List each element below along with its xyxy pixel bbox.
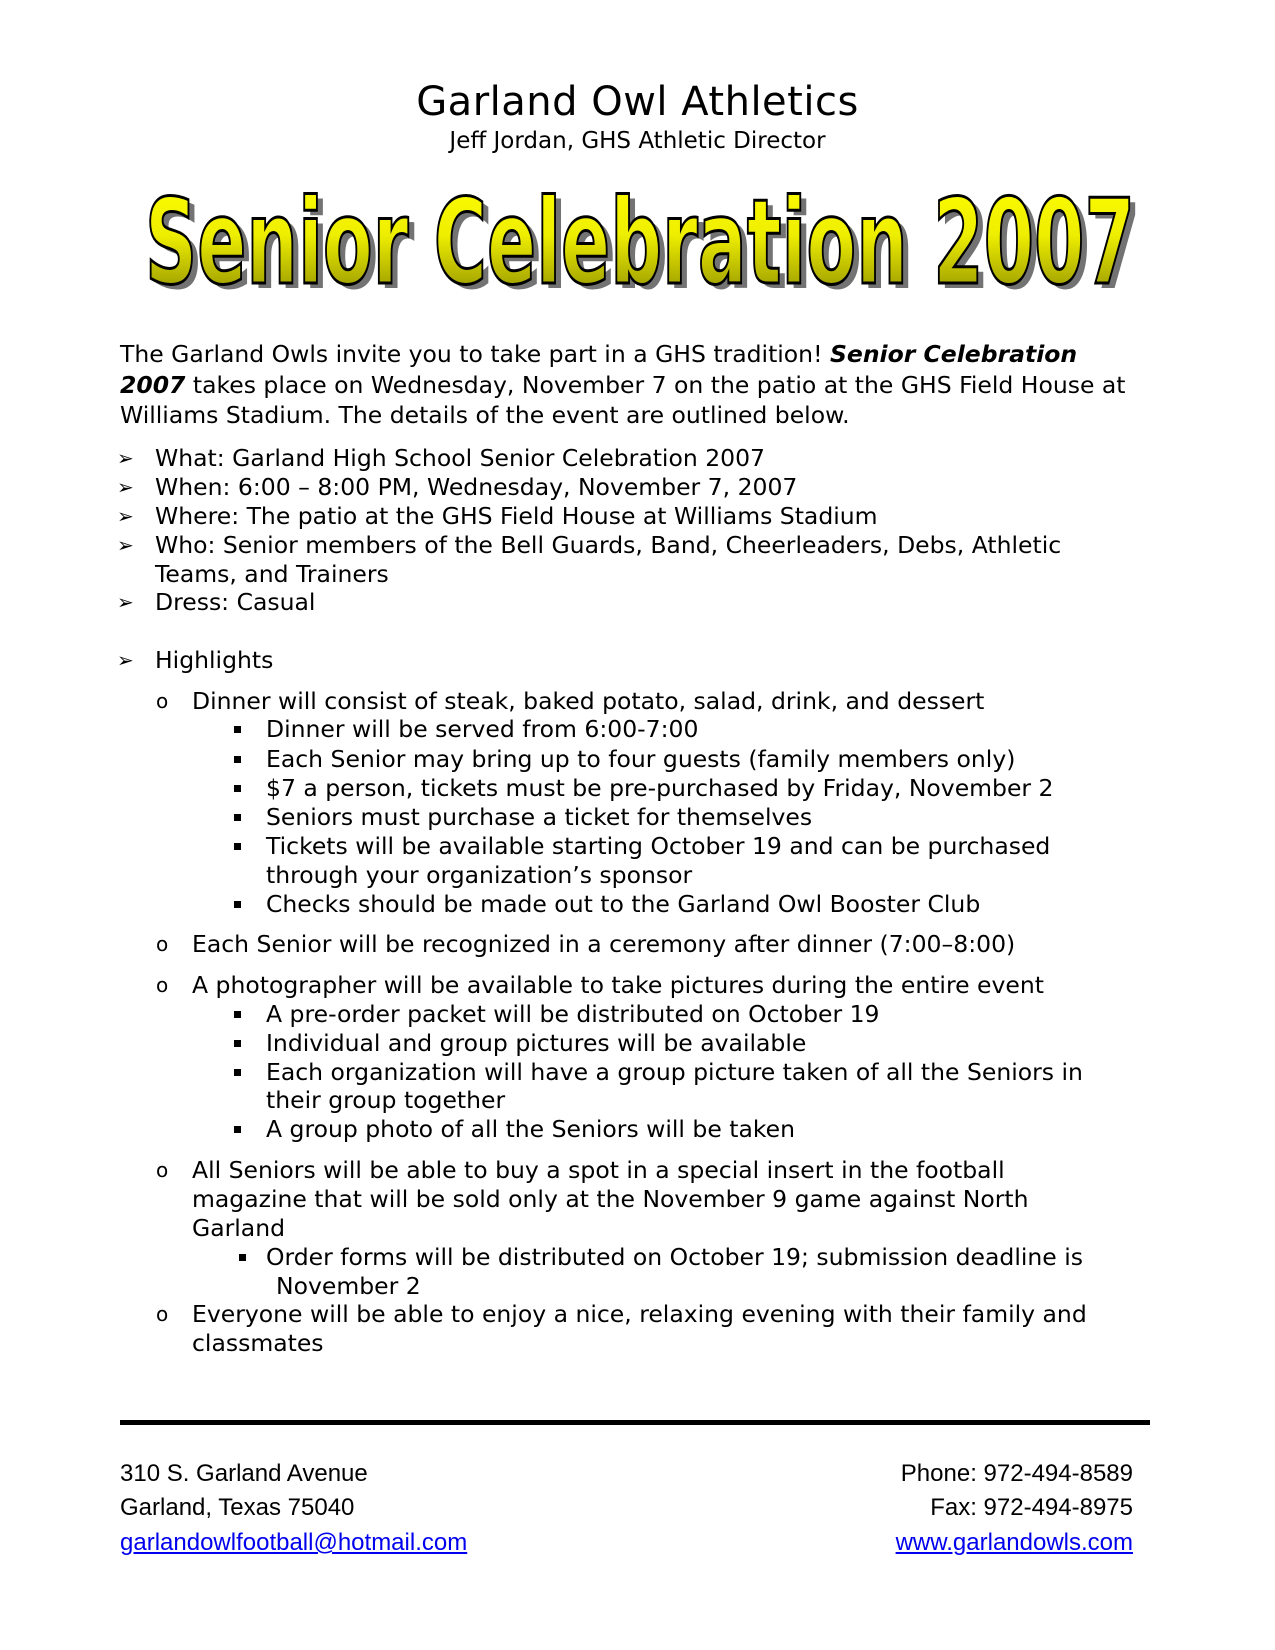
photo-item: Each organization will have a group picture taken of all the Seniors in	[266, 1058, 1083, 1086]
dinner-item: Seniors must purchase a ticket for themselves	[266, 803, 813, 831]
square-bullet-icon	[239, 1254, 246, 1261]
highlight-evening-line2: classmates	[192, 1329, 324, 1357]
intro-emphasis: Senior Celebration 2007	[120, 340, 1078, 399]
highlight-dinner: Dinner will consist of steak, baked potato, salad, drink, and dessert	[192, 687, 985, 715]
square-bullet-icon	[234, 814, 241, 821]
dinner-item: $7 a person, tickets must be pre-purchased by Friday, November 2	[266, 774, 1054, 802]
photo-item: Individual and group pictures will be available	[266, 1029, 807, 1057]
detail-where: Where: The patio at the GHS Field House at Williams Stadium	[155, 502, 878, 530]
circle-bullet-icon: o	[156, 1302, 169, 1326]
circle-bullet-icon: o	[156, 689, 169, 713]
detail-when: When: 6:00 – 8:00 PM, Wednesday, November 7, 2007	[155, 473, 798, 501]
detail-highlights: Highlights	[155, 646, 274, 674]
insert-item-line2: November 2	[276, 1272, 421, 1300]
circle-bullet-icon: o	[156, 932, 169, 956]
highlight-insert-line3: Garland	[192, 1214, 286, 1242]
photo-item: A group photo of all the Seniors will be taken	[266, 1115, 796, 1143]
detail-who-line1: Who: Senior members of the Bell Guards, Band, Cheerleaders, Debs, Athletic	[155, 531, 1062, 559]
photo-item: A pre-order packet will be distributed on October 19	[266, 1000, 880, 1028]
dinner-item-continued: through your organization’s sponsor	[266, 861, 693, 889]
detail-dress: Dress: Casual	[155, 588, 316, 616]
arrow-bullet-icon: ➢	[117, 475, 134, 499]
square-bullet-icon	[234, 1069, 241, 1076]
circle-bullet-icon: o	[156, 1158, 169, 1182]
square-bullet-icon	[234, 1011, 241, 1018]
square-bullet-icon	[234, 785, 241, 792]
banner-title	[120, 175, 1160, 315]
detail-what: What: Garland High School Senior Celebration 2007	[155, 444, 766, 472]
square-bullet-icon	[234, 843, 241, 850]
banner-text: Senior Celebration 2007	[145, 175, 1135, 311]
square-bullet-icon	[234, 1126, 241, 1133]
dinner-item: Tickets will be available starting October 19 and can be purchased	[266, 832, 1051, 860]
org-title: Garland Owl Athletics	[416, 79, 859, 125]
dinner-item: Dinner will be served from 6:00-7:00	[266, 715, 699, 743]
footer-fax: Fax: 972-494-8975	[930, 1494, 1133, 1521]
photo-item-continued: their group together	[266, 1086, 506, 1114]
arrow-bullet-icon: ➢	[117, 648, 134, 672]
org-subtitle: Jeff Jordan, GHS Athletic Director	[449, 128, 826, 154]
intro-part2: takes place on Wednesday, November 7 on the patio at the GHS Field House at Williams Stadium. The details of the event are outlined below.	[120, 370, 1126, 429]
dinner-item: Each Senior may bring up to four guests (family members only)	[266, 745, 1016, 773]
intro-paragraph	[120, 339, 1150, 431]
dinner-item: Checks should be made out to the Garland Owl Booster Club	[266, 890, 981, 918]
footer-address-line2: Garland, Texas 75040	[120, 1494, 355, 1521]
arrow-bullet-icon: ➢	[117, 590, 134, 614]
footer-website-link[interactable]: www.garlandowls.com	[895, 1529, 1133, 1556]
highlight-insert-line2: magazine that will be sold only at the November 9 game against North	[192, 1185, 1029, 1213]
footer-address-line1: 310 S. Garland Avenue	[120, 1460, 368, 1487]
footer-phone: Phone: 972-494-8589	[900, 1460, 1133, 1487]
banner-shadow: Senior Celebration 2007	[151, 178, 1141, 315]
highlight-ceremony: Each Senior will be recognized in a ceremony after dinner (7:00–8:00)	[192, 930, 1016, 958]
highlight-evening-line1: Everyone will be able to enjoy a nice, relaxing evening with their family and	[192, 1300, 1087, 1328]
square-bullet-icon	[234, 726, 241, 733]
detail-who-line2: Teams, and Trainers	[155, 560, 389, 588]
insert-item-line1: Order forms will be distributed on October 19; submission deadline is	[266, 1243, 1083, 1271]
circle-bullet-icon: o	[156, 973, 169, 997]
square-bullet-icon	[234, 756, 241, 763]
arrow-bullet-icon: ➢	[117, 533, 134, 557]
arrow-bullet-icon: ➢	[117, 446, 134, 470]
highlight-insert-line1: All Seniors will be able to buy a spot in a special insert in the football	[192, 1156, 1005, 1184]
highlight-photographer: A photographer will be available to take pictures during the entire event	[192, 971, 1044, 999]
square-bullet-icon	[234, 901, 241, 908]
footer-divider	[120, 1420, 1150, 1425]
intro-part1: The Garland Owls invite you to take part in a GHS tradition!	[120, 340, 830, 368]
arrow-bullet-icon: ➢	[117, 504, 134, 528]
footer-email-link[interactable]: garlandowlfootball@hotmail.com	[120, 1529, 468, 1556]
square-bullet-icon	[234, 1040, 241, 1047]
